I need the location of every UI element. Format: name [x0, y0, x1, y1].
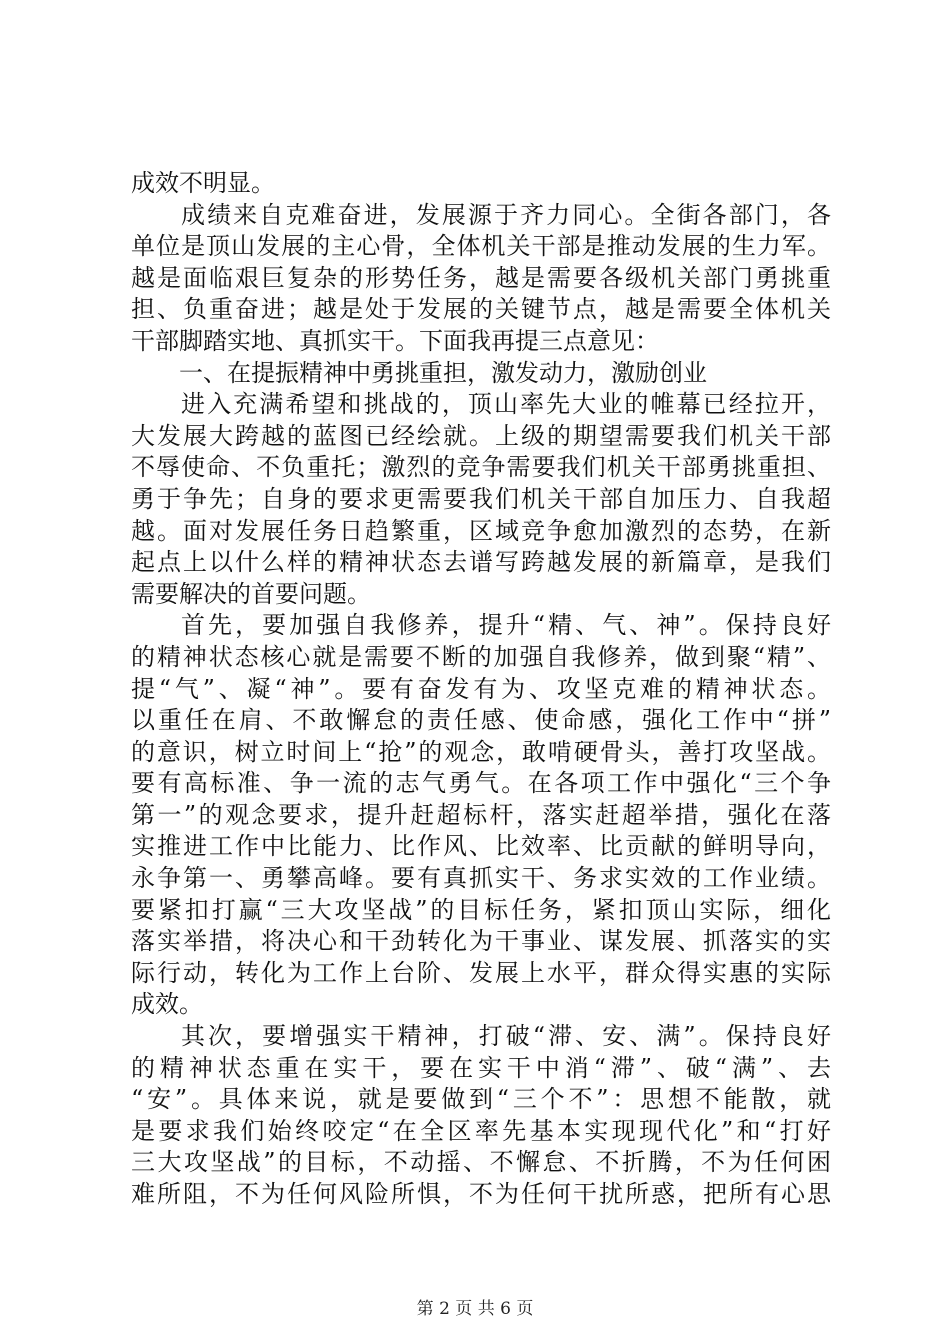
text-line: 成绩来自克难奋进，发展源于齐力同心。全街各部门，各	[181, 200, 831, 229]
text-line: 起点上以什么样的精神状态去谱写跨越发展的新篇章，是我们	[131, 548, 831, 577]
text-line: 进入充满希望和挑战的，顶山率先大业的帷幕已经拉开，	[181, 390, 831, 419]
document-body	[131, 168, 831, 1211]
text-line: 勇于争先；自身的要求更需要我们机关干部自加压力、自我超	[131, 484, 831, 513]
text-line: 一、在提振精神中勇挑重担，激发动力，激励创业	[179, 358, 707, 387]
text-line: 落实举措，将决心和干劲转化为干事业、谋发展、抓落实的实	[131, 927, 831, 956]
text-line: “安”。具体来说，就是要做到“三个不”：思想不能散，就	[131, 1085, 831, 1114]
text-line: 干部脚踏实地、真抓实干。下面我再提三点意见：	[131, 326, 659, 355]
text-line: 越。面对发展任务日趋繁重，区域竞争愈加激烈的态势，在新	[131, 516, 831, 545]
text-line: 的精神状态重在实干，要在实干中消“滞”、破“满”、去	[131, 1053, 831, 1082]
text-line: 单位是顶山发展的主心骨，全体机关干部是推动发展的生力军。	[131, 232, 831, 261]
text-line: 三大攻坚战”的目标，不动摇、不懈怠、不折腾，不为任何困	[131, 1148, 831, 1177]
text-line: 际行动，转化为工作上台阶、发展上水平，群众得实惠的实际	[131, 958, 831, 987]
text-line: 担、负重奋进；越是处于发展的关键节点，越是需要全体机关	[131, 295, 831, 324]
text-line: 的意识，树立时间上“抢”的观念，敢啃硬骨头，善打攻坚战。	[131, 737, 831, 766]
text-line: 实推进工作中比能力、比作风、比效率、比贡献的鲜明导向，	[131, 832, 831, 861]
text-line: 提“气”、凝“神”。要有奋发有为、攻坚克难的精神状态。	[131, 674, 831, 703]
text-line: 需要解决的首要问题。	[131, 579, 371, 608]
text-line: 要有高标准、争一流的志气勇气。在各项工作中强化“三个争	[131, 769, 831, 798]
text-line: 成效不明显。	[131, 169, 275, 197]
text-line: 难所阻，不为任何风险所惧，不为任何干扰所惑，把所有心思	[131, 1180, 831, 1208]
text-line: 成效。	[131, 990, 203, 1019]
text-line: 以重任在肩、不敢懈怠的责任感、使命感，强化工作中“拼”	[131, 706, 831, 735]
text-line: 永争第一、勇攀高峰。要有真抓实干、务求实效的工作业绩。	[131, 864, 831, 893]
text-line: 是要求我们始终咬定“在全区率先基本实现现代化”和“打好	[131, 1116, 831, 1145]
text-line: 第一”的观念要求，提升赶超标杆，落实赶超举措，强化在落	[131, 800, 831, 829]
text-line: 越是面临艰巨复杂的形势任务，越是需要各级机关部门勇挑重	[131, 263, 831, 292]
page-footer: 第 2 页 共 6 页	[416, 1299, 534, 1319]
text-line: 大发展大跨越的蓝图已经绘就。上级的期望需要我们机关干部	[131, 421, 831, 450]
text-line: 的精神状态核心就是需要不断的加强自我修养，做到聚“精”、	[131, 642, 831, 671]
text-line: 首先，要加强自我修养，提升“精、气、神”。保持良好	[181, 611, 831, 640]
text-line: 不辱使命、不负重托；激烈的竞争需要我们机关干部勇挑重担、	[131, 453, 831, 482]
text-line: 其次，要增强实干精神，打破“滞、安、满”。保持良好	[181, 1022, 831, 1051]
text-line: 要紧扣打赢“三大攻坚战”的目标任务，紧扣顶山实际，细化	[131, 895, 831, 924]
